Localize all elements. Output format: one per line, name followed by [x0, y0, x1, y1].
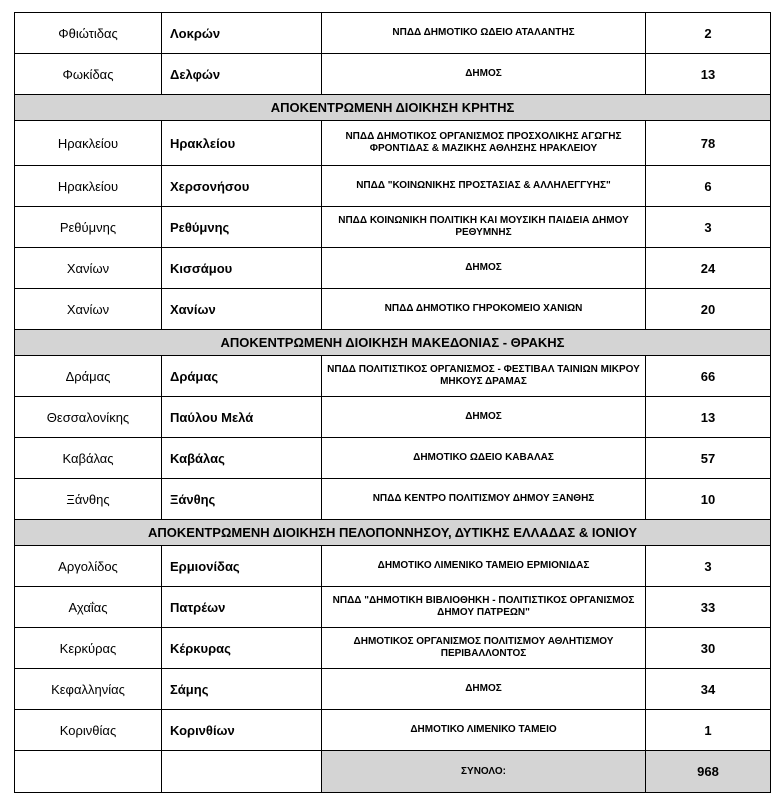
section-row: [15, 95, 771, 121]
count-cell: 66: [646, 356, 771, 397]
table-row: [15, 166, 771, 207]
entity-cell: ΔΗΜΟΤΙΚΟ ΛΙΜΕΝΙΚΟ ΤΑΜΕΙΟ ΕΡΜΙΟΝΙΔΑΣ: [322, 546, 646, 587]
entity-cell: ΔΗΜΟΣ: [322, 248, 646, 289]
table-row: [15, 207, 771, 248]
municipality-cell: Λοκρών: [162, 13, 322, 54]
municipality-cell: Ξάνθης: [162, 479, 322, 520]
entity-cell: ΝΠΔΔ ΚΟΙΝΩΝΙΚΗ ΠΟΛΙΤΙΚΗ ΚΑΙ ΜΟΥΣΙΚΗ ΠΑΙΔΕΙΑ ΔΗΜΟΥ ΡΕΘΥΜΝΗΣ: [322, 207, 646, 248]
table-row: [15, 356, 771, 397]
prefecture-cell: Φωκίδας: [15, 54, 162, 95]
count-cell: 57: [646, 438, 771, 479]
count-cell: 3: [646, 546, 771, 587]
total-value: 968: [646, 751, 771, 793]
table-row: [15, 479, 771, 520]
municipality-cell: Κέρκυρας: [162, 628, 322, 669]
entity-cell: ΝΠΔΔ ΔΗΜΟΤΙΚΟ ΓΗΡΟΚΟΜΕΙΟ ΧΑΝΙΩΝ: [322, 289, 646, 330]
entity-cell: ΔΗΜΟΣ: [322, 397, 646, 438]
prefecture-cell: Καβάλας: [15, 438, 162, 479]
municipality-cell: Καβάλας: [162, 438, 322, 479]
table-row: [15, 669, 771, 710]
table-body: [15, 13, 771, 793]
municipality-cell: Ρεθύμνης: [162, 207, 322, 248]
entity-cell: ΔΗΜΟΤΙΚΟ ΛΙΜΕΝΙΚΟ ΤΑΜΕΙΟ: [322, 710, 646, 751]
count-cell: 78: [646, 121, 771, 166]
count-cell: 20: [646, 289, 771, 330]
count-cell: 6: [646, 166, 771, 207]
total-label: ΣΥΝΟΛΟ:: [322, 751, 646, 793]
table-row: [15, 54, 771, 95]
municipality-cell: Χανίων: [162, 289, 322, 330]
section-title: ΑΠΟΚΕΝΤΡΩΜΕΝΗ ΔΙΟΙΚΗΣΗ ΠΕΛΟΠΟΝΝΗΣΟΥ, ΔΥΤΙΚΗΣ ΕΛΛΑΔΑΣ & ΙΟΝΙΟΥ: [15, 520, 771, 546]
entity-cell: ΝΠΔΔ "ΚΟΙΝΩΝΙΚΗΣ ΠΡΟΣΤΑΣΙΑΣ & ΑΛΛΗΛΕΓΓΥΗΣ": [322, 166, 646, 207]
prefecture-cell: Αχαΐας: [15, 587, 162, 628]
municipality-cell: Σάμης: [162, 669, 322, 710]
entity-cell: ΝΠΔΔ ΔΗΜΟΤΙΚΟ ΩΔΕΙΟ ΑΤΑΛΑΝΤΗΣ: [322, 13, 646, 54]
prefecture-cell: Κερκύρας: [15, 628, 162, 669]
count-cell: 3: [646, 207, 771, 248]
section-title: ΑΠΟΚΕΝΤΡΩΜΕΝΗ ΔΙΟΙΚΗΣΗ ΚΡΗΤΗΣ: [15, 95, 771, 121]
entity-cell: ΔΗΜΟΣ: [322, 669, 646, 710]
count-cell: 13: [646, 397, 771, 438]
entity-cell: ΔΗΜΟΤΙΚΟΣ ΟΡΓΑΝΙΣΜΟΣ ΠΟΛΙΤΙΣΜΟΥ ΑΘΛΗΤΙΣΜΟΥ ΠΕΡΙΒΑΛΛΟΝΤΟΣ: [322, 628, 646, 669]
section-row: [15, 330, 771, 356]
prefecture-cell: Ρεθύμνης: [15, 207, 162, 248]
municipality-cell: Ερμιονίδας: [162, 546, 322, 587]
prefecture-cell: Θεσσαλονίκης: [15, 397, 162, 438]
table-row: [15, 710, 771, 751]
prefecture-cell: Χανίων: [15, 289, 162, 330]
empty-cell: [15, 751, 162, 793]
count-cell: 10: [646, 479, 771, 520]
table-row: [15, 248, 771, 289]
count-cell: 34: [646, 669, 771, 710]
prefecture-cell: Κεφαλληνίας: [15, 669, 162, 710]
table-row: [15, 628, 771, 669]
entity-cell: ΔΗΜΟΣ: [322, 54, 646, 95]
table-row: [15, 546, 771, 587]
count-cell: 30: [646, 628, 771, 669]
table-row: [15, 289, 771, 330]
table-row: [15, 121, 771, 166]
count-cell: 13: [646, 54, 771, 95]
entity-cell: ΔΗΜΟΤΙΚΟ ΩΔΕΙΟ ΚΑΒΑΛΑΣ: [322, 438, 646, 479]
table-row: [15, 587, 771, 628]
entity-cell: ΝΠΔΔ ΠΟΛΙΤΙΣΤΙΚΟΣ ΟΡΓΑΝΙΣΜΟΣ - ΦΕΣΤΙΒΑΛ ΤΑΙΝΙΩΝ ΜΙΚΡΟΥ ΜΗΚΟΥΣ ΔΡΑΜΑΣ: [322, 356, 646, 397]
empty-cell: [162, 751, 322, 793]
municipality-cell: Δελφών: [162, 54, 322, 95]
table-row: [15, 438, 771, 479]
municipality-cell: Παύλου Μελά: [162, 397, 322, 438]
prefecture-cell: Αργολίδος: [15, 546, 162, 587]
prefecture-cell: Ξάνθης: [15, 479, 162, 520]
municipality-cell: Πατρέων: [162, 587, 322, 628]
entity-cell: ΝΠΔΔ ΚΕΝΤΡΟ ΠΟΛΙΤΙΣΜΟΥ ΔΗΜΟΥ ΞΑΝΘΗΣ: [322, 479, 646, 520]
municipality-cell: Κορινθίων: [162, 710, 322, 751]
count-cell: 1: [646, 710, 771, 751]
total-row: [15, 751, 771, 793]
prefecture-cell: Ηρακλείου: [15, 121, 162, 166]
count-cell: 33: [646, 587, 771, 628]
table-row: [15, 397, 771, 438]
municipality-cell: Ηρακλείου: [162, 121, 322, 166]
staff-table: [14, 12, 771, 793]
section-title: ΑΠΟΚΕΝΤΡΩΜΕΝΗ ΔΙΟΙΚΗΣΗ ΜΑΚΕΔΟΝΙΑΣ - ΘΡΑΚΗΣ: [15, 330, 771, 356]
municipality-cell: Δράμας: [162, 356, 322, 397]
prefecture-cell: Φθιώτιδας: [15, 13, 162, 54]
entity-cell: ΝΠΔΔ "ΔΗΜΟΤΙΚΗ ΒΙΒΛΙΟΘΗΚΗ - ΠΟΛΙΤΙΣΤΙΚΟΣ ΟΡΓΑΝΙΣΜΟΣ ΔΗΜΟΥ ΠΑΤΡΕΩΝ": [322, 587, 646, 628]
municipality-cell: Κισσάμου: [162, 248, 322, 289]
count-cell: 2: [646, 13, 771, 54]
prefecture-cell: Κορινθίας: [15, 710, 162, 751]
prefecture-cell: Χανίων: [15, 248, 162, 289]
prefecture-cell: Δράμας: [15, 356, 162, 397]
table-row: [15, 13, 771, 54]
municipality-cell: Χερσονήσου: [162, 166, 322, 207]
count-cell: 24: [646, 248, 771, 289]
entity-cell: ΝΠΔΔ ΔΗΜΟΤΙΚΟΣ ΟΡΓΑΝΙΣΜΟΣ ΠΡΟΣΧΟΛΙΚΗΣ ΑΓΩΓΗΣ ΦΡΟΝΤΙΔΑΣ & ΜΑΖΙΚΗΣ ΑΘΛΗΣΗΣ ΗΡΑΚΛΕΙΟΥ: [322, 121, 646, 166]
document-page: [14, 12, 770, 793]
section-row: [15, 520, 771, 546]
prefecture-cell: Ηρακλείου: [15, 166, 162, 207]
